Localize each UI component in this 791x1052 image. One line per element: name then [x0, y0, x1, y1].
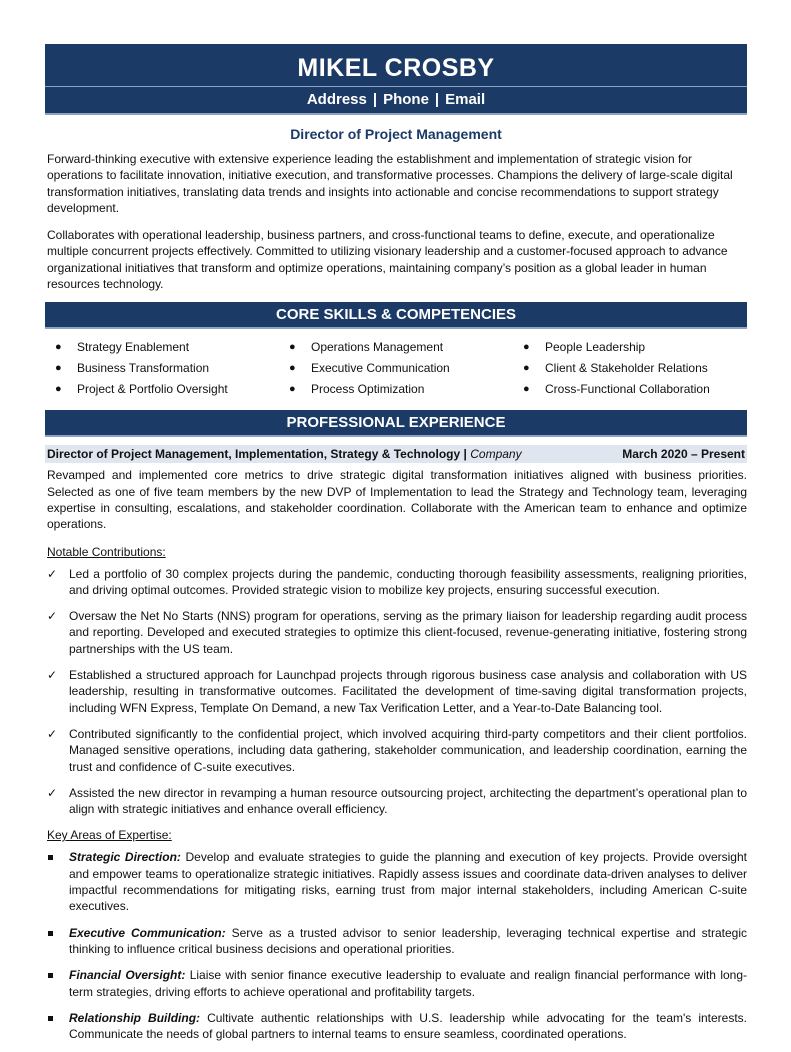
expertise-text: Liaise with senior finance executive leadership to evaluate and realign financial performance with long-term strategies, driving efforts to achieve operational and profitability targets.: [69, 968, 747, 999]
expertise-item: [45, 967, 747, 1000]
skill-item: [279, 337, 513, 358]
contribution-text: Contributed significantly to the confidential project, which involved acquiring third-party competitors and their client portfolios. Managed sensitive operations, including data gathering, stakeholder communication, and leadership coordination, earning the trust and confidence of C-suite executives.: [69, 726, 747, 774]
contact-separator: |: [434, 91, 440, 108]
skills-column-2: [279, 337, 513, 400]
skill-item: [279, 358, 513, 379]
skill-label: People Leadership: [545, 340, 646, 355]
checkmark-icon: ✓: [47, 785, 58, 800]
expertise-item: [45, 1010, 747, 1043]
contribution-text: Assisted the new director in revamping a human resource outsourcing project, architecting the department’s operational plan to align with strategic initiatives and enhance overall efficiency.: [69, 785, 747, 817]
contribution-item: [45, 667, 747, 716]
skills-section-heading: CORE SKILLS & COMPETENCIES: [45, 302, 747, 329]
contact-address: Address: [306, 91, 367, 108]
square-bullet-icon: [48, 1016, 53, 1021]
skill-item: [513, 358, 747, 379]
contact-phone: Phone: [383, 91, 429, 108]
expertise-text: Cultivate authentic relationships with U.S. leadership while advocating for the team's interests. Communicate the needs of global partners to internal teams to ensure seamless, coordinated operations.: [69, 1010, 748, 1042]
skills-column-3: [513, 337, 747, 400]
job-description: Revamped and implemented core metrics to drive strategic digital transformation initiatives aligned with business priorities. Selected as one of five team members by the new DVP of Implementation to lead the Strategy and Technology team, leveraging expertise in consulting, escalations, and stakeholder coordination. Collaborate with the American team to enhance and optimize operations.: [47, 468, 747, 532]
skill-item: [45, 337, 279, 358]
summary-paragraph-1: Forward-thinking executive with extensive experience leading the establishment and implementation of strategic vision for operations to facilitate innovation, initiative execution, and transformative processes. Champions the delivery of large-scale digital transformation initiatives, translating data trends and insights into actionable and concise recommendations to support strategy development.: [47, 152, 733, 215]
job-role-line: [47, 445, 522, 463]
contact-line: [45, 87, 747, 113]
contact-email: Email: [445, 91, 486, 108]
expertise-text: Serve as a trusted advisor to senior leadership, leveraging technical expertise and strategic thinking to influence critical business decisions and operational priorities.: [69, 925, 748, 956]
checkmark-icon: ✓: [47, 726, 58, 741]
bullet-icon: ●: [55, 362, 62, 375]
expertise-item: [45, 925, 747, 958]
bullet-icon: ●: [55, 383, 62, 396]
contribution-item: [45, 566, 747, 599]
job-title: Director of Project Management: [290, 126, 502, 142]
skill-item: [513, 337, 747, 358]
skill-label: Business Transformation: [77, 361, 210, 376]
skill-item: [45, 358, 279, 379]
bullet-icon: ●: [55, 341, 62, 354]
skill-label: Project & Portfolio Oversight: [77, 382, 228, 397]
contributions-heading: Notable Contributions:: [47, 544, 166, 559]
square-bullet-icon: [48, 931, 53, 936]
job-header-bar: [45, 445, 747, 463]
skill-label: Operations Management: [311, 340, 444, 355]
contribution-text: Oversaw the Net No Starts (NNS) program for operations, serving as the primary liaison for leadership regarding audit process and reporting. Developed and executed strategies to optimize this client-focused, revenue-generating initiative, fostering strong partnerships with the US team.: [69, 609, 747, 656]
expertise-lead: Financial Oversight:: [69, 968, 186, 983]
bullet-icon: ●: [289, 383, 296, 396]
candidate-name: MIKEL CROSBY: [297, 54, 495, 82]
expertise-lead: Strategic Direction:: [69, 850, 181, 865]
contributions-list: [45, 566, 747, 818]
checkmark-icon: ✓: [47, 668, 58, 683]
skills-column-1: [45, 337, 279, 400]
expertise-text: Develop and evaluate strategies to guide the planning and execution of key projects. Provide oversight and empower teams to operationalize strategic initiatives. Rapidly assess issues and coordinate data-driven analyses to deliver impactful recommendations for mitigating risks, earning trust from major internal stakeholders, including American C-suite executives.: [69, 850, 747, 914]
contribution-item: [45, 785, 747, 818]
resume-page: [45, 44, 747, 1052]
experience-section-heading: PROFESSIONAL EXPERIENCE: [45, 410, 747, 437]
skill-item: [513, 379, 747, 400]
skill-label: Client & Stakeholder Relations: [545, 361, 708, 376]
checkmark-icon: ✓: [47, 566, 58, 581]
square-bullet-icon: [48, 973, 53, 978]
expertise-item: [45, 849, 747, 914]
job-role: Director of Project Management, Implementation, Strategy & Technology: [47, 447, 461, 462]
expertise-lead: Relationship Building:: [69, 1010, 201, 1025]
expertise-heading: Key Areas of Expertise:: [47, 828, 172, 843]
checkmark-icon: ✓: [47, 609, 58, 624]
skill-label: Process Optimization: [311, 382, 425, 397]
contribution-text: Established a structured approach for Launchpad projects through rigorous business case analysis and collaboration with US leadership, resulting in transformative outcomes. Facilitated the development of time-saving digital transformation projects, including WFN Express, Template On Demand, a new Tax Verification Letter, and a Year-to-Date Balancing tool.: [69, 668, 747, 715]
header-bottom-rule: [45, 113, 747, 115]
bullet-icon: ●: [289, 341, 296, 354]
header-banner: [45, 44, 747, 113]
skill-item: [279, 379, 513, 400]
skill-item: [45, 379, 279, 400]
bullet-icon: ●: [523, 341, 530, 354]
bullet-icon: ●: [523, 383, 530, 396]
job-separator: |: [463, 447, 467, 462]
skills-grid: [45, 337, 747, 400]
skill-label: Executive Communication: [311, 361, 450, 376]
contribution-item: [45, 726, 747, 775]
contribution-item: [45, 608, 747, 657]
contribution-text: Led a portfolio of 30 complex projects during the pandemic, conducting thorough feasibility assessments, realigning priorities, and driving optimal outcomes. Provided strategic vision to mobilize key projects, ensuring successful execution.: [69, 566, 747, 597]
expertise-lead: Executive Communication:: [69, 925, 226, 940]
summary-paragraph-2: Collaborates with operational leadership, business partners, and cross-functional teams to define, execute, and operationalize multiple concurrent projects effectively. Committed to utilizing visionary leadership and a customer-focused approach to advance organizational initiatives that transform and optimize operations, maintaining company’s position as a global leader in human resources technology.: [47, 228, 728, 292]
job-dates: March 2020 – Present: [622, 447, 745, 462]
square-bullet-icon: [48, 855, 53, 860]
skill-label: Cross-Functional Collaboration: [545, 382, 710, 397]
expertise-list: [45, 849, 747, 1042]
job-company: Company: [470, 447, 522, 462]
bullet-icon: ●: [523, 362, 530, 375]
bullet-icon: ●: [289, 362, 296, 375]
skill-label: Strategy Enablement: [77, 340, 190, 355]
contact-separator: |: [372, 91, 378, 108]
